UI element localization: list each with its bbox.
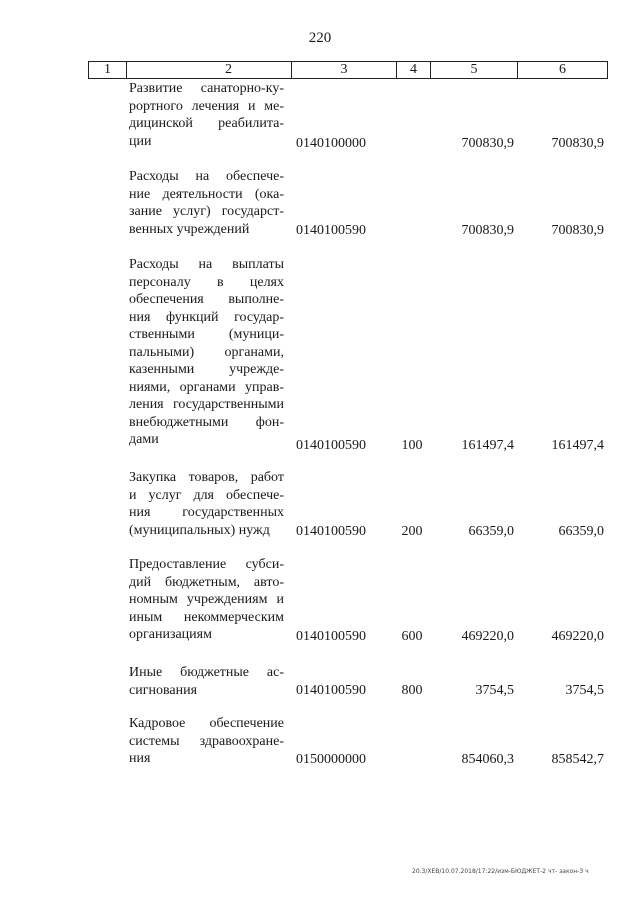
description-line: Расходы на обеспече- [129, 169, 284, 184]
description-line: номным учреждениям и [129, 592, 284, 607]
row-value-2: 161497,4 [551, 438, 604, 453]
header-col-2: 2 [225, 62, 232, 77]
description-line: системы здравоохране- [129, 733, 284, 749]
description-line: пальными) органами, [129, 344, 284, 360]
row-description [129, 469, 284, 539]
table-header-row [88, 61, 608, 79]
description-line: зание услуг) государст- [129, 204, 284, 219]
page-number: 220 [308, 30, 332, 46]
row-code: 0140100590 [296, 524, 366, 539]
description-line: ние деятельности (ока- [129, 186, 284, 202]
description-line: венных учреждений [129, 221, 250, 237]
description-line: внебюджетными фон- [129, 414, 284, 430]
header-col-4: 4 [410, 62, 417, 77]
description-line: ственными (муници- [129, 327, 284, 342]
description-line: рортного лечения и ме- [129, 98, 284, 114]
row-code: 0140100590 [296, 438, 366, 453]
description-line: дий бюджетным, авто- [129, 574, 284, 590]
header-col-5: 5 [470, 62, 478, 77]
row-value-2: 3754,5 [565, 683, 604, 698]
row-value-1: 469220,0 [461, 629, 514, 644]
description-line: ниями, органами управ- [129, 379, 284, 395]
row-value-2: 469220,0 [551, 629, 604, 644]
row-value-1: 66359,0 [468, 524, 514, 539]
row-value-2: 858542,7 [551, 752, 604, 767]
description-line: обеспечения выполне- [129, 292, 284, 307]
description-line: ции [129, 133, 152, 149]
description-line: ния государственных [129, 505, 284, 520]
row-description [129, 256, 284, 449]
row-description [129, 80, 284, 150]
row-description [129, 715, 284, 768]
description-line: Кадровое обеспечение [129, 716, 284, 731]
row-value-1: 161497,4 [461, 438, 514, 453]
row-value-1: 854060,3 [461, 752, 514, 767]
row-code: 0140100590 [296, 223, 366, 238]
row-type: 600 [401, 629, 423, 644]
row-value-1: 3754,5 [475, 683, 514, 698]
description-line: Иные бюджетные ас- [129, 665, 284, 680]
description-line: иным некоммерческим [129, 609, 284, 625]
description-line: организациям [129, 627, 212, 642]
description-line: ния [129, 751, 151, 766]
row-code: 0150000000 [296, 752, 366, 767]
row-description [129, 556, 284, 644]
description-line: дами [129, 432, 159, 447]
row-value-1: 700830,9 [461, 136, 514, 151]
row-description [129, 664, 284, 699]
row-type: 100 [401, 438, 423, 453]
row-value-2: 66359,0 [558, 524, 604, 539]
header-col-1: 1 [104, 62, 111, 77]
description-line: персоналу в целях [129, 274, 284, 290]
description-line: Предоставление субси- [129, 557, 284, 572]
header-col-6: 6 [559, 62, 566, 77]
description-line: казенными учрежде- [129, 362, 284, 377]
row-code: 0140100590 [296, 629, 366, 644]
row-code: 0140100000 [296, 136, 366, 151]
row-code: 0140100590 [296, 683, 366, 698]
description-line: ния функций государ- [129, 309, 284, 325]
description-line: Развитие санаторно-ку- [129, 81, 284, 96]
document-footer-stamp: 20.3/ХЕВ/10.07.2018/17:22/изм-БЮДЖЕТ-2 чт- закон-3 ч [412, 868, 589, 875]
description-line: Закупка товаров, работ [129, 470, 284, 485]
description-line: сигнования [129, 682, 198, 698]
description-line: Расходы на выплаты [129, 257, 284, 272]
row-type: 200 [401, 524, 423, 539]
row-value-2: 700830,9 [551, 223, 604, 238]
description-line: (муниципальных) нужд [129, 522, 270, 538]
row-description [129, 168, 284, 238]
description-line: дицинской реабилита- [129, 116, 284, 131]
row-type: 800 [401, 683, 423, 698]
row-value-1: 700830,9 [461, 223, 514, 238]
description-line: и услуг для обеспече- [129, 487, 284, 503]
description-line: ления государственными [129, 397, 284, 412]
row-value-2: 700830,9 [551, 136, 604, 151]
header-col-3: 3 [340, 62, 348, 77]
